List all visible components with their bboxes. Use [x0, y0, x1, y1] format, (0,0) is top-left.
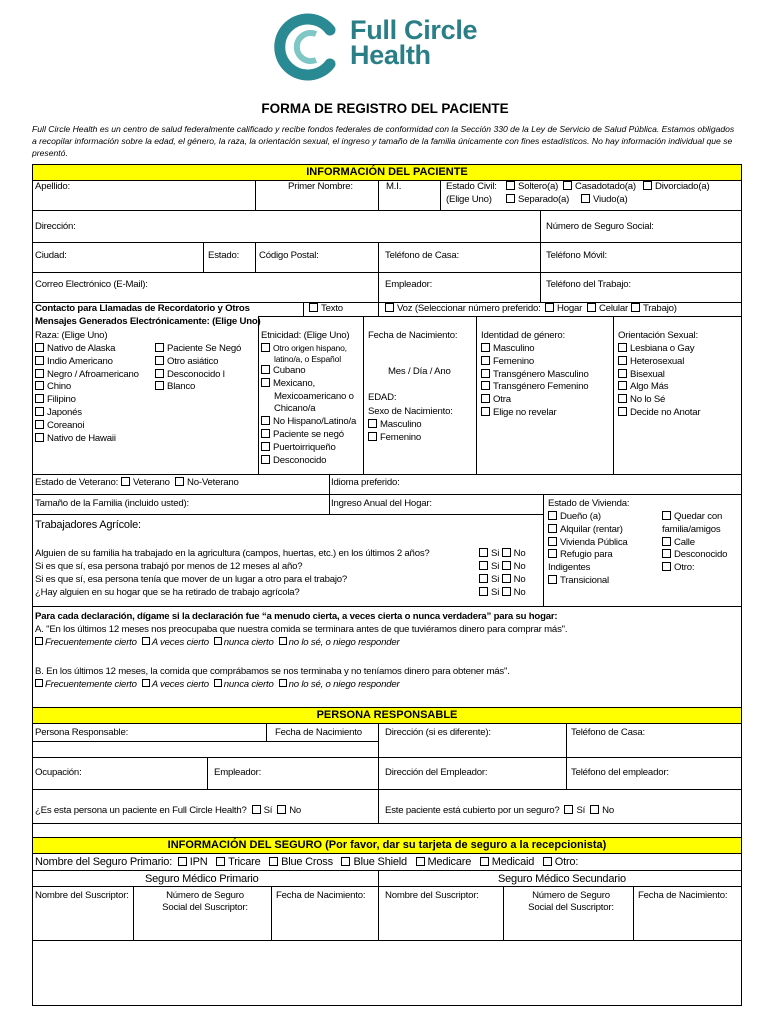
secundario-label: Seguro Médico Secundario — [498, 873, 626, 885]
checkbox-icon — [175, 477, 184, 486]
raza-option[interactable]: Negro / Afroamericano — [35, 369, 139, 382]
vivienda-option[interactable]: Refugio para — [548, 549, 628, 562]
freq-b-options: Frecuentemente cierto A veces cierto nunca cierto no lo sé, o niego responder — [35, 679, 399, 691]
ingreso-anual-label: Ingreso Anual del Hogar: — [331, 498, 432, 509]
orientacion-option[interactable]: Heterosexual — [618, 356, 700, 369]
resp-empleador-label: Empleador: — [214, 767, 262, 778]
ocupacion-label: Ocupación: — [35, 767, 82, 778]
direccion-label: Dirección: — [35, 221, 76, 232]
apellido-label: Apellido: — [35, 181, 71, 192]
idioma-label: Idioma preferido: — [331, 477, 400, 488]
declaracion-a: A. "En los últimos 12 meses nos preocupaba que nuestra comida se terminara antes de que tuviéramos dinero para comprar más". — [35, 624, 568, 635]
edad-label: EDAD: — [368, 392, 397, 403]
tamano-familia-label: Tamaño de la Familia (incluido usted): — [35, 498, 189, 509]
etnicidad-option[interactable]: Cubano — [261, 365, 356, 378]
estado-label: Estado: — [208, 250, 240, 261]
numero-seguro-2: Número de Seguro Social del Suscriptor: — [528, 890, 614, 913]
empleador-label: Empleador: — [385, 279, 433, 290]
vivienda-col1: Dueño (a) Alquilar (rentar) Vivienda Pública Refugio para Indigentes Transicional — [548, 511, 628, 586]
insurance-header: INFORMACIÓN DEL SEGURO (Por favor, dar su tarjeta de seguro a la recepcionista) — [33, 838, 741, 853]
checkbox-icon — [631, 303, 640, 312]
ag-answer-row: Si No — [479, 547, 525, 560]
es-paciente-row: ¿Es esta persona un paciente en Full Circle Health? Sí No — [35, 805, 302, 816]
fecha-nacimiento-label: Fecha de Nacimiento: — [368, 330, 458, 341]
checkbox-icon — [506, 194, 515, 203]
persona-responsable-label: Persona Responsable: — [35, 727, 129, 738]
ag-questions: Alguien de su familia ha trabajado en la agricultura (campos, huertas, etc.) en los últimos 2 años? Si es que sí, esa persona trabajó por menos de 12 meses al año? Si es que sí, esa persona tenía que mover de un lugar a otro para el trabajo? ¿Hay alguien en su hogar que se ha retirado de trabajo agrícola? — [35, 548, 430, 598]
resp-tel-casa-label: Teléfono de Casa: — [571, 727, 645, 738]
raza-option[interactable]: Desconocido l — [155, 369, 241, 382]
civil-option-separado[interactable]: Separado(a) — [506, 194, 569, 206]
ciudad-label: Ciudad: — [35, 250, 67, 261]
texto-option[interactable]: Texto — [309, 303, 343, 315]
vivienda-option[interactable]: Quedar con — [662, 511, 727, 524]
vivienda-option[interactable]: Desconocido — [662, 549, 727, 562]
responsible-header: PERSONA RESPONSABLE — [33, 708, 741, 723]
sexo-option[interactable]: Femenino — [368, 432, 453, 445]
checkbox-icon — [385, 303, 394, 312]
civil-option-viudo[interactable]: Viudo(a) — [581, 194, 628, 206]
voz-trabajo-option[interactable]: Trabajo) — [631, 303, 677, 315]
orientacion-option[interactable]: No lo Sé — [618, 394, 700, 407]
declaracion-label: Para cada declaración, dígame si la declaración fue “a menudo cierta, a veces cierta o nunca verdadera” para su hogar: — [35, 611, 558, 622]
raza-option[interactable]: Paciente Se Negó — [155, 343, 241, 356]
patient-info-header: INFORMACIÓN DEL PACIENTE — [33, 165, 741, 180]
etnicidad-option[interactable]: Paciente se negó — [261, 429, 356, 442]
identidad-options — [481, 343, 589, 420]
tel-movil-label: Teléfono Móvil: — [546, 250, 607, 261]
tel-trabajo-label: Teléfono del Trabajo: — [546, 279, 631, 290]
raza-option[interactable]: Nativo de Alaska — [35, 343, 139, 356]
veterano-label: Estado de Veterano: — [35, 477, 119, 488]
etnicidad-option[interactable]: Desconocido — [261, 455, 356, 468]
voz-hogar-option[interactable]: Hogar — [545, 303, 582, 315]
seguro-primario-row: Nombre del Seguro Primario: IPN Tricare Blue Cross Blue Shield Medicare Medicaid Otro: — [35, 856, 579, 868]
etnicidad-label: Etnicidad: (Elige Uno) — [261, 330, 350, 341]
ag-answer-row: Si No — [479, 573, 525, 586]
resp-fecha-nacimiento-label: Fecha de Nacimiento — [275, 727, 362, 738]
primario-label: Seguro Médico Primario — [145, 873, 259, 885]
suscriptor-label-1: Nombre del Suscriptor: — [35, 890, 129, 901]
checkbox-icon — [121, 477, 130, 486]
vivienda-col2: Quedar con familia/amigos Calle Desconocido Otro: — [662, 511, 728, 574]
resp-direccion-label: Dirección (si es diferente): — [385, 727, 491, 738]
vivienda-label: Estado de Vivienda: — [548, 498, 630, 509]
freq-a-options: Frecuentemente cierto A veces cierto nunca cierto no lo sé, o niego responder — [35, 637, 399, 649]
vivienda-option[interactable]: Calle — [662, 537, 727, 550]
raza-option[interactable]: Filipino — [35, 394, 139, 407]
etnicidad-option[interactable]: Puertoirriqueño — [261, 442, 356, 455]
checkbox-icon — [581, 194, 590, 203]
orientacion-option[interactable]: Decide no Anotar — [618, 407, 700, 420]
numero-seguro-1: Número de Seguro Social del Suscriptor: — [162, 890, 248, 913]
orientacion-option[interactable]: Lesbiana o Gay — [618, 343, 700, 356]
logo-line-1: Full Circle — [350, 15, 478, 45]
raza-option[interactable]: Otro asiático — [155, 356, 241, 369]
primer-nombre-label: Primer Nombre: — [288, 181, 353, 192]
voz-option[interactable]: Voz (Seleccionar número preferido: — [385, 303, 541, 315]
sexo-option[interactable]: Masculino — [368, 419, 453, 432]
declaracion-b: B. En los últimos 12 meses, la comida que comprábamos se nos terminaba y no teníamos dinero para obtener más". — [35, 666, 510, 677]
etnicidad-option[interactable]: Mexicano, — [261, 378, 356, 391]
civil-option-soltero[interactable]: Soltero(a) — [506, 181, 558, 193]
estado-civil-label: Estado Civil: — [446, 181, 497, 192]
raza-option[interactable]: Coreanoi — [35, 420, 139, 433]
veterano-option[interactable]: Veterano — [121, 477, 170, 489]
circle-logo-icon — [272, 12, 342, 82]
identidad-option[interactable]: Masculino — [481, 343, 589, 356]
civil-option-casado[interactable]: Casadotado(a) — [563, 181, 636, 193]
logo-line-2: Health — [350, 40, 431, 70]
fecha-nacimiento-2: Fecha de Nacimiento: — [638, 890, 728, 901]
ssn-label: Número de Seguro Social: — [546, 221, 654, 232]
page-title: FORMA DE REGISTRO DEL PACIENTE — [261, 101, 509, 116]
codigo-postal-label: Código Postal: — [259, 250, 319, 261]
raza-col2 — [155, 343, 241, 394]
orientacion-option[interactable]: Algo Más — [618, 381, 700, 394]
registration-form — [32, 164, 742, 1006]
raza-option[interactable]: Chino — [35, 381, 139, 394]
identidad-option[interactable]: Transgénero Femenino — [481, 381, 589, 394]
checkbox-icon — [309, 303, 318, 312]
vivienda-option[interactable]: Alquilar (rentar) — [548, 524, 628, 537]
full-circle-health-logo — [272, 12, 504, 82]
raza-option[interactable]: Blanco — [155, 381, 241, 394]
vivienda-option[interactable]: Dueño (a) — [548, 511, 628, 524]
etnicidad-option[interactable]: No Hispano/Latino/a — [261, 416, 356, 429]
ag-answer-row: Si No — [479, 560, 525, 573]
suscriptor-label-2: Nombre del Suscriptor: — [385, 890, 479, 901]
fecha-nacimiento-1: Fecha de Nacimiento: — [276, 890, 366, 901]
raza-option[interactable]: Japonés — [35, 407, 139, 420]
vivienda-option[interactable]: Vivienda Pública — [548, 537, 628, 550]
tel-casa-label: Teléfono de Casa: — [385, 250, 459, 261]
dir-empleador-label: Dirección del Empleador: — [385, 767, 488, 778]
voz-celular-option[interactable]: Celular — [587, 303, 628, 315]
identidad-option[interactable]: Otra — [481, 394, 589, 407]
correo-label: Correo Electrónico (E-Mail): — [35, 279, 148, 290]
orientacion-option[interactable]: Bisexual — [618, 369, 700, 382]
vivienda-option[interactable]: Transicional — [548, 575, 628, 588]
raza-label: Raza: (Elige Uno) — [35, 330, 108, 341]
identidad-option[interactable]: Elige no revelar — [481, 407, 589, 420]
orientacion-options — [618, 343, 700, 420]
no-veterano-option[interactable]: No-Veterano — [175, 477, 239, 489]
raza-col1 — [35, 343, 139, 445]
identidad-label: Identidad de género: — [481, 330, 566, 341]
contacto-label-2: Mensajes Generados Electrónicamente: (Elige Uno) — [35, 316, 261, 327]
orientacion-label: Orientación Sexual: — [618, 330, 698, 341]
raza-option[interactable]: Indio Americano — [35, 356, 139, 369]
mes-dia-ano-label: Mes / Día / Ano — [388, 366, 451, 377]
etnicidad-option[interactable]: Otro origen hispano, — [261, 343, 356, 354]
checkbox-icon — [643, 181, 652, 190]
checkbox-icon — [587, 303, 596, 312]
ag-answer-row: Si No — [479, 586, 525, 599]
civil-option-divorciado[interactable]: Divorciado(a) — [643, 181, 709, 193]
vivienda-option[interactable]: Otro: — [662, 562, 727, 575]
etnicidad-options: Otro origen hispano, latino/a, o Español Cubano Mexicano, Mexicoamericano o Chicano/a No Hispano/Latino/a Paciente se negó Puertoirriqueño Desconocido — [261, 343, 356, 467]
contacto-label-1: Contacto para Llamadas de Recordatorio y Otros — [35, 303, 250, 314]
raza-option[interactable]: Nativo de Hawaii — [35, 433, 139, 446]
identidad-option[interactable]: Femenino — [481, 356, 589, 369]
ag-answers — [479, 547, 525, 599]
checkbox-icon — [563, 181, 572, 190]
intro-paragraph: Full Circle Health es un centro de salud federalmente calificado y recibe fondos federales de conformidad con la Sección 330 de la Ley de Servicio de Salud Pública. Estamos obligados a recopilar información sobre la edad, el género, la raza, la orientación sexual, el ingreso y tamaño de la familia únicamente con fines estadísticos. No hay información individual que se presentó. — [32, 124, 735, 158]
tel-empleador-label: Teléfono del empleador: — [571, 767, 669, 778]
checkbox-icon — [545, 303, 554, 312]
elige-uno-label: (Elige Uno) — [446, 194, 492, 205]
trabajadores-label: Trabajadores Agrícole: — [35, 519, 141, 531]
cubierto-row: Este paciente está cubierto por un seguro? Sí No — [385, 805, 614, 816]
mi-label: M.I. — [386, 181, 402, 192]
checkbox-icon — [506, 181, 515, 190]
identidad-option[interactable]: Transgénero Masculino — [481, 369, 589, 382]
sexo-nacimiento: Sexo de Nacimiento: Masculino Femenino — [368, 406, 453, 443]
